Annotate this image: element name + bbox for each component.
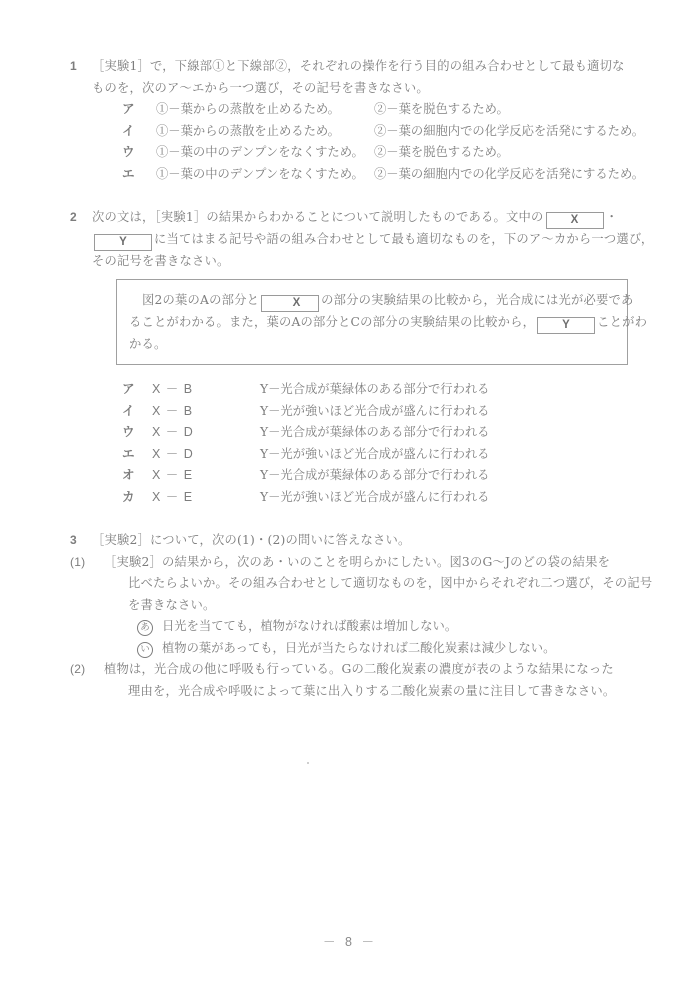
question-2-passage-box (116, 279, 648, 366)
choice-y-value: Y－光合成が葉緑体のある部分で行われる (260, 382, 490, 396)
circled-kana-a: あ (137, 620, 153, 636)
question-1-prompt-text-1: ［実験1］で，下線部①と下線部②，それぞれの操作を行う目的の組み合わせとして最も適切な (92, 59, 625, 73)
question-2-choice-b[interactable] (70, 401, 638, 423)
question-1-prompt-line-2: ものを，次のア～エから一つ選び，その記号を書きなさい。 (92, 80, 429, 95)
sub-question-2-text-1: 植物は，光合成の他に呼吸も行っている。Gの二酸化炭素の濃度が表のような結果になった (104, 662, 614, 676)
question-2-choice-e[interactable] (70, 465, 638, 487)
question-1-choice-b[interactable] (70, 121, 645, 143)
choice-mark: オ (122, 468, 135, 482)
passage-text-2a: ることがわかる。また，葉のAの部分とCの部分の実験結果の比較から， (129, 314, 536, 329)
choice-mark: イ (122, 403, 135, 418)
question-3-prompt (70, 530, 638, 552)
question-3-number: 3 (70, 533, 77, 547)
question-3-sub-1-line-3: を書きなさい。 (128, 597, 216, 612)
question-3 (70, 530, 653, 702)
choice-mark: エ (122, 446, 135, 461)
choice-x-value: X － D (152, 425, 194, 439)
choice-y-value: Y－光が強いほど光合成が盛んに行われる (260, 446, 490, 461)
question-3-prompt-text: ［実験2］について，次の(1)・(2)の問いに答えなさい。 (92, 533, 411, 547)
choice-mark: ウ (122, 145, 135, 159)
question-1 (70, 56, 645, 185)
choice-x-value: X － E (152, 468, 194, 482)
choice-x-value: X － B (152, 382, 194, 396)
bullet-b-text: 植物の葉があっても，日光が当たらなければ二酸化炭素は減少しない。 (162, 640, 556, 655)
question-2-number: 2 (70, 210, 77, 224)
question-3-sub-2-line-2: 理由を，光合成や呼吸によって葉に出入りする二酸化炭素の量に注目して書きなさい。 (128, 683, 616, 698)
question-2-choice-a[interactable] (70, 379, 638, 401)
passage-blank-x[interactable]: X (261, 295, 319, 312)
passage-text-2b: ことがわ (597, 314, 648, 329)
question-2 (70, 207, 654, 508)
bullet-a-text: 日光を当てても，植物がなければ酸素は増加しない。 (162, 619, 458, 633)
choice-y-value: Y－光合成が葉緑体のある部分で行われる (260, 468, 490, 482)
sub-question-2-label: (2) (70, 662, 86, 676)
question-1-number: 1 (70, 59, 77, 73)
question-3-sub-1-line-2: 比べたらよいか。その組み合わせとして適切なものを，図中からそれぞれ二つ選び，その記号 (128, 576, 653, 590)
choice-y-value: Y－光合成が葉緑体のある部分で行われる (260, 425, 490, 439)
question-2-prompt-line-1 (70, 207, 638, 229)
question-2-choice-d[interactable] (70, 444, 638, 466)
question-1-choice-c[interactable] (70, 142, 638, 164)
choice-mark: ア (122, 102, 135, 116)
question-1-choice-d[interactable] (70, 164, 645, 186)
choice-text-first: ①－葉の中のデンプンをなくすため。 (156, 145, 364, 159)
question-3-sub-2-line-1 (70, 659, 638, 681)
question-2-choice-c[interactable] (70, 422, 638, 444)
choice-text-first: ①－葉からの蒸散を止めるため。 (156, 123, 340, 138)
passage-line-2 (129, 312, 648, 334)
choice-mark: カ (122, 489, 135, 504)
sub-question-1-label: (1) (70, 554, 86, 569)
passage-text-1a: 図2の葉のAの部分と (142, 292, 260, 307)
choice-y-value: Y－光が強いほど光合成が盛んに行われる (260, 489, 490, 504)
question-2-choice-f[interactable] (70, 487, 638, 509)
choice-mark: エ (122, 166, 135, 181)
choice-text-first: ①－葉からの蒸散を止めるため。 (156, 102, 340, 116)
choice-text-second: ②－葉の細胞内での化学反応を活発にするため。 (374, 123, 645, 138)
choice-y-value: Y－光が強いほど光合成が盛んに行われる (260, 403, 490, 418)
question-1-choice-a[interactable] (70, 99, 638, 121)
scan-artifact (307, 762, 309, 764)
page-footer: － 8 － (323, 935, 377, 949)
choice-mark: ウ (122, 425, 135, 439)
blank-box-x[interactable]: X (546, 212, 604, 229)
question-3-bullet-b (70, 638, 638, 660)
blank-box-y[interactable]: Y (94, 234, 152, 251)
sub-question-1-text-1: ［実験2］の結果から，次のあ・いのことを明らかにしたい。図3のG～Jのどの袋の結果を (104, 554, 611, 569)
question-2-prompt-text-2: に当てはまる記号や語の組み合わせとして最も適切なものを，下のア～カから一つ選び， (154, 232, 654, 246)
choice-text-second: ②－葉を脱色するため。 (374, 102, 509, 116)
question-2-separator: ・ (605, 210, 619, 224)
passage-line-3: かる。 (129, 336, 167, 351)
question-3-sub-1-line-1 (70, 552, 638, 574)
circled-kana-i: い (137, 642, 153, 658)
choice-mark: ア (122, 382, 135, 396)
choice-x-value: X － D (152, 446, 194, 461)
question-2-prompt-line-2 (70, 229, 654, 251)
question-2-prompt-text-1: 次の文は，［実験1］の結果からわかることについて説明したものである。文中の (92, 210, 544, 224)
choice-x-value: X － B (152, 403, 194, 418)
choice-x-value: X － E (152, 489, 194, 504)
choice-text-second: ②－葉の細胞内での化学反応を活発にするため。 (374, 166, 645, 181)
choice-mark: イ (122, 123, 135, 138)
choice-text-first: ①－葉の中のデンプンをなくすため。 (156, 166, 364, 181)
passage-line-1 (129, 290, 634, 312)
choice-text-second: ②－葉を脱色するため。 (374, 145, 509, 159)
question-1-prompt-line-1 (70, 56, 638, 78)
question-2-prompt-line-3: その記号を書きなさい。 (92, 254, 230, 268)
passage-blank-y[interactable]: Y (537, 317, 595, 334)
passage-text-1b: の部分の実験結果の比較から，光合成には光が必要であ (321, 292, 634, 307)
question-3-bullet-a (70, 616, 638, 638)
